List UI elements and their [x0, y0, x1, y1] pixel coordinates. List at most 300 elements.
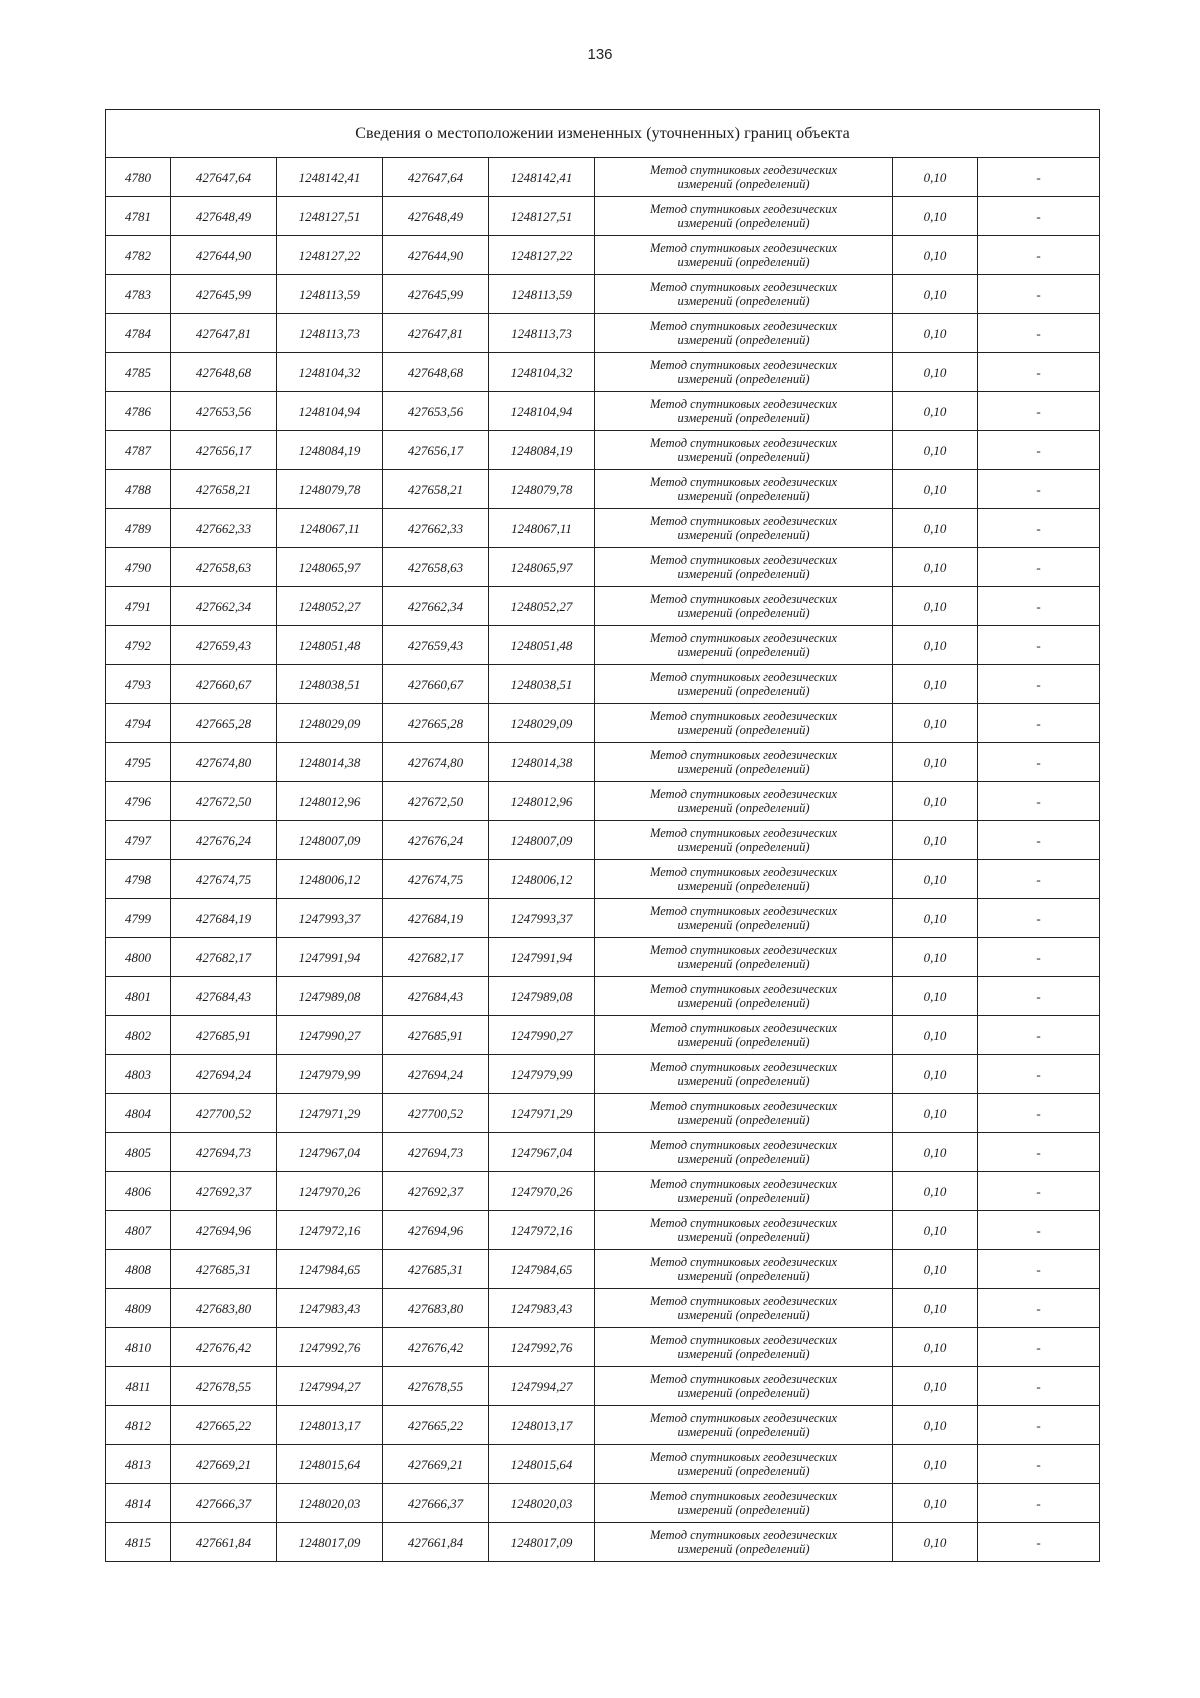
x-existing-cell: 427647,64: [171, 158, 277, 197]
method-line-1: Метод спутниковых геодезических: [649, 319, 838, 333]
method-cell: [595, 899, 893, 938]
accuracy-cell: 0,10: [893, 1133, 978, 1172]
point-number-cell: 4805: [106, 1133, 171, 1172]
method-line-2: измерений (определений): [677, 372, 810, 386]
table-row: [106, 977, 1100, 1016]
method-line-1: Метод спутниковых геодезических: [649, 1333, 838, 1347]
method-line-1: Метод спутниковых геодезических: [649, 280, 838, 294]
x-existing-cell: 427674,75: [171, 860, 277, 899]
x-new-cell: 427648,49: [383, 197, 489, 236]
y-existing-cell: 1248127,51: [277, 197, 383, 236]
accuracy-cell: 0,10: [893, 1211, 978, 1250]
table-row: [106, 860, 1100, 899]
accuracy-cell: 0,10: [893, 587, 978, 626]
y-new-cell: 1248065,97: [489, 548, 595, 587]
method-cell: [595, 392, 893, 431]
method-line-2: измерений (определений): [677, 957, 810, 971]
x-new-cell: 427694,96: [383, 1211, 489, 1250]
method-line-2: измерений (определений): [677, 723, 810, 737]
table-row: [106, 275, 1100, 314]
table-row: [106, 587, 1100, 626]
x-existing-cell: 427700,52: [171, 1094, 277, 1133]
y-new-cell: 1248007,09: [489, 821, 595, 860]
y-existing-cell: 1248104,94: [277, 392, 383, 431]
y-existing-cell: 1248007,09: [277, 821, 383, 860]
method-cell: [595, 1289, 893, 1328]
description-cell: -: [978, 1523, 1100, 1562]
y-existing-cell: 1248038,51: [277, 665, 383, 704]
accuracy-cell: 0,10: [893, 860, 978, 899]
x-new-cell: 427684,19: [383, 899, 489, 938]
method-line-2: измерений (определений): [677, 1503, 810, 1517]
method-cell: [595, 353, 893, 392]
y-new-cell: 1248014,38: [489, 743, 595, 782]
accuracy-cell: 0,10: [893, 1484, 978, 1523]
table-row: [106, 1250, 1100, 1289]
y-new-cell: 1248142,41: [489, 158, 595, 197]
method-cell: [595, 1523, 893, 1562]
method-cell: [595, 1211, 893, 1250]
y-new-cell: 1247970,26: [489, 1172, 595, 1211]
table-row: [106, 665, 1100, 704]
x-existing-cell: 427694,24: [171, 1055, 277, 1094]
x-existing-cell: 427672,50: [171, 782, 277, 821]
table-row: [106, 197, 1100, 236]
point-number-cell: 4804: [106, 1094, 171, 1133]
table-row: [106, 704, 1100, 743]
y-new-cell: 1248012,96: [489, 782, 595, 821]
table-row: [106, 158, 1100, 197]
y-new-cell: 1248017,09: [489, 1523, 595, 1562]
description-cell: -: [978, 1484, 1100, 1523]
x-new-cell: 427684,43: [383, 977, 489, 1016]
y-new-cell: 1248038,51: [489, 665, 595, 704]
method-line-1: Метод спутниковых геодезических: [649, 1099, 838, 1113]
method-line-1: Метод спутниковых геодезических: [649, 1294, 838, 1308]
method-cell: [595, 197, 893, 236]
method-line-1: Метод спутниковых геодезических: [649, 475, 838, 489]
description-cell: -: [978, 1094, 1100, 1133]
method-line-2: измерений (определений): [677, 1230, 810, 1244]
y-new-cell: 1248113,59: [489, 275, 595, 314]
table-row: [106, 509, 1100, 548]
description-cell: -: [978, 1055, 1100, 1094]
x-existing-cell: 427659,43: [171, 626, 277, 665]
method-line-2: измерений (определений): [677, 255, 810, 269]
method-line-1: Метод спутниковых геодезических: [649, 1060, 838, 1074]
method-cell: [595, 431, 893, 470]
table-row: [106, 548, 1100, 587]
x-new-cell: 427669,21: [383, 1445, 489, 1484]
x-existing-cell: 427665,28: [171, 704, 277, 743]
method-cell: [595, 1367, 893, 1406]
description-cell: -: [978, 548, 1100, 587]
x-existing-cell: 427658,21: [171, 470, 277, 509]
x-existing-cell: 427662,34: [171, 587, 277, 626]
method-line-1: Метод спутниковых геодезических: [649, 631, 838, 645]
y-new-cell: 1248127,51: [489, 197, 595, 236]
method-line-2: измерений (определений): [677, 1347, 810, 1361]
description-cell: -: [978, 158, 1100, 197]
x-new-cell: 427662,33: [383, 509, 489, 548]
y-new-cell: 1248013,17: [489, 1406, 595, 1445]
description-cell: -: [978, 392, 1100, 431]
method-line-1: Метод спутниковых геодезических: [649, 865, 838, 879]
description-cell: -: [978, 1250, 1100, 1289]
description-cell: -: [978, 1289, 1100, 1328]
x-new-cell: 427647,64: [383, 158, 489, 197]
method-cell: [595, 1055, 893, 1094]
table-row: [106, 431, 1100, 470]
y-existing-cell: 1248079,78: [277, 470, 383, 509]
accuracy-cell: 0,10: [893, 938, 978, 977]
accuracy-cell: 0,10: [893, 353, 978, 392]
method-line-2: измерений (определений): [677, 489, 810, 503]
y-new-cell: 1247971,29: [489, 1094, 595, 1133]
point-number-cell: 4793: [106, 665, 171, 704]
description-cell: -: [978, 1445, 1100, 1484]
method-line-2: измерений (определений): [677, 1425, 810, 1439]
y-new-cell: 1247967,04: [489, 1133, 595, 1172]
x-existing-cell: 427683,80: [171, 1289, 277, 1328]
method-line-2: измерений (определений): [677, 333, 810, 347]
method-cell: [595, 587, 893, 626]
method-cell: [595, 665, 893, 704]
method-cell: [595, 1328, 893, 1367]
x-new-cell: 427659,43: [383, 626, 489, 665]
x-new-cell: 427662,34: [383, 587, 489, 626]
y-new-cell: 1248067,11: [489, 509, 595, 548]
description-cell: -: [978, 938, 1100, 977]
table-row: [106, 938, 1100, 977]
description-cell: -: [978, 977, 1100, 1016]
table-title: Сведения о местоположении измененных (уточненных) границ объекта: [106, 110, 1100, 158]
method-line-2: измерений (определений): [677, 450, 810, 464]
method-cell: [595, 236, 893, 275]
table-row: [106, 236, 1100, 275]
y-existing-cell: 1248113,59: [277, 275, 383, 314]
accuracy-cell: 0,10: [893, 665, 978, 704]
accuracy-cell: 0,10: [893, 197, 978, 236]
method-line-2: измерений (определений): [677, 567, 810, 581]
y-new-cell: 1248084,19: [489, 431, 595, 470]
point-number-cell: 4782: [106, 236, 171, 275]
x-new-cell: 427678,55: [383, 1367, 489, 1406]
x-existing-cell: 427648,49: [171, 197, 277, 236]
accuracy-cell: 0,10: [893, 1328, 978, 1367]
y-existing-cell: 1248067,11: [277, 509, 383, 548]
method-cell: [595, 1094, 893, 1133]
y-existing-cell: 1248029,09: [277, 704, 383, 743]
point-number-cell: 4813: [106, 1445, 171, 1484]
method-line-1: Метод спутниковых геодезических: [649, 1255, 838, 1269]
method-cell: [595, 1406, 893, 1445]
x-existing-cell: 427648,68: [171, 353, 277, 392]
method-cell: [595, 626, 893, 665]
description-cell: -: [978, 626, 1100, 665]
method-line-2: измерений (определений): [677, 762, 810, 776]
y-existing-cell: 1248015,64: [277, 1445, 383, 1484]
description-cell: -: [978, 275, 1100, 314]
table-row: [106, 314, 1100, 353]
method-line-1: Метод спутниковых геодезических: [649, 1021, 838, 1035]
method-line-1: Метод спутниковых геодезических: [649, 904, 838, 918]
method-line-2: измерений (определений): [677, 1113, 810, 1127]
method-line-2: измерений (определений): [677, 1386, 810, 1400]
accuracy-cell: 0,10: [893, 1055, 978, 1094]
y-new-cell: 1247984,65: [489, 1250, 595, 1289]
x-existing-cell: 427645,99: [171, 275, 277, 314]
method-line-2: измерений (определений): [677, 216, 810, 230]
x-new-cell: 427694,73: [383, 1133, 489, 1172]
table-row: [106, 1094, 1100, 1133]
method-line-1: Метод спутниковых геодезических: [649, 241, 838, 255]
y-new-cell: 1248079,78: [489, 470, 595, 509]
table-title-row: [106, 110, 1100, 158]
table-row: [106, 1484, 1100, 1523]
x-new-cell: 427661,84: [383, 1523, 489, 1562]
accuracy-cell: 0,10: [893, 1250, 978, 1289]
accuracy-cell: 0,10: [893, 1445, 978, 1484]
x-existing-cell: 427678,55: [171, 1367, 277, 1406]
boundary-coordinates-table: [105, 109, 1100, 1562]
y-new-cell: 1248015,64: [489, 1445, 595, 1484]
x-new-cell: 427676,42: [383, 1328, 489, 1367]
method-line-1: Метод спутниковых геодезических: [649, 592, 838, 606]
accuracy-cell: 0,10: [893, 1523, 978, 1562]
method-cell: [595, 743, 893, 782]
point-number-cell: 4792: [106, 626, 171, 665]
method-line-2: измерений (определений): [677, 840, 810, 854]
method-line-1: Метод спутниковых геодезических: [649, 1528, 838, 1542]
point-number-cell: 4812: [106, 1406, 171, 1445]
y-new-cell: 1248020,03: [489, 1484, 595, 1523]
accuracy-cell: 0,10: [893, 470, 978, 509]
accuracy-cell: 0,10: [893, 1172, 978, 1211]
x-existing-cell: 427658,63: [171, 548, 277, 587]
description-cell: -: [978, 470, 1100, 509]
table-row: [106, 1016, 1100, 1055]
point-number-cell: 4811: [106, 1367, 171, 1406]
y-existing-cell: 1247967,04: [277, 1133, 383, 1172]
x-new-cell: 427644,90: [383, 236, 489, 275]
point-number-cell: 4797: [106, 821, 171, 860]
y-new-cell: 1248113,73: [489, 314, 595, 353]
table-row: [106, 1055, 1100, 1094]
point-number-cell: 4781: [106, 197, 171, 236]
method-line-1: Метод спутниковых геодезических: [649, 1411, 838, 1425]
method-cell: [595, 1250, 893, 1289]
x-new-cell: 427685,91: [383, 1016, 489, 1055]
x-new-cell: 427666,37: [383, 1484, 489, 1523]
method-line-2: измерений (определений): [677, 294, 810, 308]
description-cell: -: [978, 1211, 1100, 1250]
method-line-2: измерений (определений): [677, 1074, 810, 1088]
method-line-1: Метод спутниковых геодезических: [649, 1177, 838, 1191]
description-cell: -: [978, 821, 1100, 860]
y-existing-cell: 1248017,09: [277, 1523, 383, 1562]
method-line-2: измерений (определений): [677, 411, 810, 425]
method-cell: [595, 1133, 893, 1172]
x-new-cell: 427692,37: [383, 1172, 489, 1211]
y-new-cell: 1248127,22: [489, 236, 595, 275]
method-cell: [595, 1172, 893, 1211]
y-existing-cell: 1247979,99: [277, 1055, 383, 1094]
description-cell: -: [978, 704, 1100, 743]
method-cell: [595, 158, 893, 197]
accuracy-cell: 0,10: [893, 158, 978, 197]
y-new-cell: 1247993,37: [489, 899, 595, 938]
x-existing-cell: 427685,91: [171, 1016, 277, 1055]
x-existing-cell: 427653,56: [171, 392, 277, 431]
point-number-cell: 4783: [106, 275, 171, 314]
x-existing-cell: 427694,73: [171, 1133, 277, 1172]
description-cell: -: [978, 236, 1100, 275]
method-line-1: Метод спутниковых геодезических: [649, 436, 838, 450]
method-cell: [595, 704, 893, 743]
x-existing-cell: 427666,37: [171, 1484, 277, 1523]
y-existing-cell: 1248014,38: [277, 743, 383, 782]
point-number-cell: 4787: [106, 431, 171, 470]
description-cell: -: [978, 587, 1100, 626]
point-number-cell: 4784: [106, 314, 171, 353]
description-cell: -: [978, 314, 1100, 353]
y-existing-cell: 1248065,97: [277, 548, 383, 587]
method-line-2: измерений (определений): [677, 1035, 810, 1049]
method-line-2: измерений (определений): [677, 996, 810, 1010]
x-existing-cell: 427674,80: [171, 743, 277, 782]
accuracy-cell: 0,10: [893, 1367, 978, 1406]
point-number-cell: 4801: [106, 977, 171, 1016]
x-existing-cell: 427676,24: [171, 821, 277, 860]
accuracy-cell: 0,10: [893, 1289, 978, 1328]
y-new-cell: 1247979,99: [489, 1055, 595, 1094]
description-cell: -: [978, 1367, 1100, 1406]
point-number-cell: 4810: [106, 1328, 171, 1367]
y-existing-cell: 1247972,16: [277, 1211, 383, 1250]
point-number-cell: 4780: [106, 158, 171, 197]
x-new-cell: 427665,28: [383, 704, 489, 743]
accuracy-cell: 0,10: [893, 431, 978, 470]
x-existing-cell: 427644,90: [171, 236, 277, 275]
method-cell: [595, 314, 893, 353]
accuracy-cell: 0,10: [893, 899, 978, 938]
accuracy-cell: 0,10: [893, 782, 978, 821]
method-line-1: Метод спутниковых геодезических: [649, 358, 838, 372]
y-existing-cell: 1248012,96: [277, 782, 383, 821]
y-new-cell: 1247972,16: [489, 1211, 595, 1250]
table-row: [106, 1367, 1100, 1406]
y-existing-cell: 1247984,65: [277, 1250, 383, 1289]
method-cell: [595, 782, 893, 821]
method-line-1: Метод спутниковых геодезических: [649, 202, 838, 216]
table-row: [106, 353, 1100, 392]
y-existing-cell: 1248127,22: [277, 236, 383, 275]
method-line-1: Метод спутниковых геодезических: [649, 163, 838, 177]
point-number-cell: 4799: [106, 899, 171, 938]
table-row: [106, 1172, 1100, 1211]
table-row: [106, 392, 1100, 431]
description-cell: -: [978, 431, 1100, 470]
method-line-1: Метод спутниковых геодезических: [649, 943, 838, 957]
x-new-cell: 427672,50: [383, 782, 489, 821]
method-line-2: измерений (определений): [677, 684, 810, 698]
method-line-2: измерений (определений): [677, 528, 810, 542]
description-cell: -: [978, 1133, 1100, 1172]
point-number-cell: 4807: [106, 1211, 171, 1250]
point-number-cell: 4815: [106, 1523, 171, 1562]
description-cell: -: [978, 782, 1100, 821]
x-new-cell: 427676,24: [383, 821, 489, 860]
method-line-2: измерений (определений): [677, 177, 810, 191]
y-existing-cell: 1248104,32: [277, 353, 383, 392]
x-existing-cell: 427669,21: [171, 1445, 277, 1484]
point-number-cell: 4795: [106, 743, 171, 782]
accuracy-cell: 0,10: [893, 236, 978, 275]
x-new-cell: 427658,21: [383, 470, 489, 509]
method-line-2: измерений (определений): [677, 1308, 810, 1322]
x-new-cell: 427658,63: [383, 548, 489, 587]
y-existing-cell: 1248142,41: [277, 158, 383, 197]
accuracy-cell: 0,10: [893, 1406, 978, 1445]
y-new-cell: 1248104,32: [489, 353, 595, 392]
x-new-cell: 427674,80: [383, 743, 489, 782]
x-new-cell: 427683,80: [383, 1289, 489, 1328]
method-line-2: измерений (определений): [677, 1152, 810, 1166]
point-number-cell: 4796: [106, 782, 171, 821]
description-cell: -: [978, 509, 1100, 548]
description-cell: -: [978, 197, 1100, 236]
description-cell: -: [978, 743, 1100, 782]
point-number-cell: 4791: [106, 587, 171, 626]
y-existing-cell: 1247990,27: [277, 1016, 383, 1055]
table-row: [106, 1133, 1100, 1172]
point-number-cell: 4814: [106, 1484, 171, 1523]
point-number-cell: 4798: [106, 860, 171, 899]
method-cell: [595, 1445, 893, 1484]
x-existing-cell: 427656,17: [171, 431, 277, 470]
method-line-2: измерений (определений): [677, 801, 810, 815]
x-existing-cell: 427665,22: [171, 1406, 277, 1445]
y-existing-cell: 1248051,48: [277, 626, 383, 665]
x-existing-cell: 427661,84: [171, 1523, 277, 1562]
table-row: [106, 1523, 1100, 1562]
method-line-1: Метод спутниковых геодезических: [649, 670, 838, 684]
accuracy-cell: 0,10: [893, 392, 978, 431]
table-row: [106, 1211, 1100, 1250]
x-existing-cell: 427685,31: [171, 1250, 277, 1289]
x-new-cell: 427682,17: [383, 938, 489, 977]
table-row: [106, 1406, 1100, 1445]
x-new-cell: 427685,31: [383, 1250, 489, 1289]
description-cell: -: [978, 1328, 1100, 1367]
y-existing-cell: 1247994,27: [277, 1367, 383, 1406]
y-new-cell: 1248052,27: [489, 587, 595, 626]
y-new-cell: 1247989,08: [489, 977, 595, 1016]
method-line-2: измерений (определений): [677, 1191, 810, 1205]
y-new-cell: 1248006,12: [489, 860, 595, 899]
method-line-2: измерений (определений): [677, 606, 810, 620]
y-new-cell: 1248104,94: [489, 392, 595, 431]
method-line-1: Метод спутниковых геодезических: [649, 982, 838, 996]
method-cell: [595, 275, 893, 314]
method-line-1: Метод спутниковых геодезических: [649, 748, 838, 762]
method-line-2: измерений (определений): [677, 1464, 810, 1478]
point-number-cell: 4786: [106, 392, 171, 431]
x-new-cell: 427653,56: [383, 392, 489, 431]
y-existing-cell: 1248013,17: [277, 1406, 383, 1445]
y-new-cell: 1248029,09: [489, 704, 595, 743]
